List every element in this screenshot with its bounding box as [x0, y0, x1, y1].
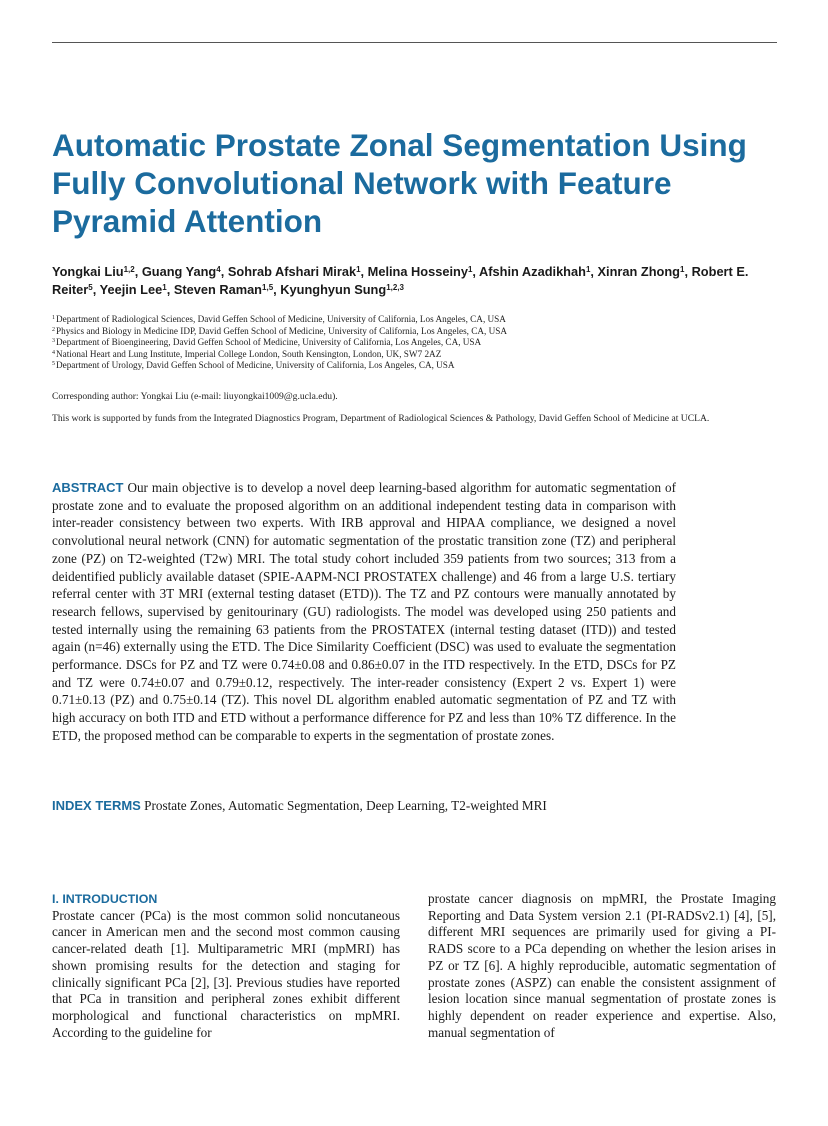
- affiliation-number: 4: [52, 349, 55, 356]
- author: [479, 264, 590, 279]
- affiliation-text: Department of Radiological Sciences, David Geffen School of Medicine, University of California, Los Angeles, CA, USA: [56, 314, 506, 324]
- author-affiliation-mark: 1: [162, 283, 167, 292]
- author-affiliation-mark: 4: [216, 265, 221, 274]
- author-list: Yongkai Liu$^{1,2}$, Guang Yang$^4$, Sohrab Afshari Mirak$^1$, Melina Hosseiny$^1$, Afshin Azadikhah$^1$, Xinran Zhong$^1$, Robert E. Reiter$^5$, Yeejin Lee$^1$, Steven Raman$^{1,5}$, Kyunghyun Sung$^{1,2,3}$: [52, 264, 749, 297]
- introduction-text-right: prostate cancer diagnosis on mpMRI, the Prostate Imaging Reporting and Data System version 2.1 (PI-RADSv2.1) [4], [5], different MRI sequences are primarily used for giving a PI-RADS score to a PCa depending on whether the lesion arises in PZ or TZ [6]. A highly reproducible, automatic segmentation of prostate zones (ASPZ) can enable the consistent assignment of lesion location since manual segmentation of prostate zones is highly dependent on reader experience and expertise. Also, manual segmentation of: [428, 891, 776, 1040]
- author-name: Yeejin Lee: [99, 282, 163, 297]
- affiliation-item: [52, 360, 777, 372]
- author-name: Robert E. Reiter: [52, 264, 749, 297]
- author-name: Steven Raman: [173, 282, 263, 297]
- index-terms-text: Prostate Zones, Automatic Segmentation, Deep Learning, T2-weighted MRI: [144, 798, 547, 813]
- corresponding-author: Corresponding author: Yongkai Liu (e-mail: liuyongkai1009@g.ucla.edu).: [52, 391, 338, 402]
- index-terms-heading: INDEX TERMS: [52, 798, 141, 813]
- author: [228, 264, 361, 279]
- affiliation-item: [52, 326, 777, 338]
- affiliation-number: 2: [52, 326, 55, 333]
- author-name: Xinran Zhong: [597, 264, 680, 279]
- affiliation-text: National Heart and Lung Institute, Imperial College London, South Kensington, London, UK, SW7 2AZ: [56, 348, 442, 359]
- author-name: Yongkai Liu: [52, 264, 124, 279]
- author: [598, 264, 685, 279]
- author-affiliation-mark: 1: [679, 265, 685, 274]
- affiliation-number: 5: [52, 361, 55, 368]
- author-affiliation-mark: 1,5: [262, 283, 274, 292]
- abstract: [52, 479, 676, 745]
- affiliation-text: Department of Bioengineering, David Geffen School of Medicine, University of California, Los Angeles, CA, USA: [56, 337, 482, 348]
- author-name: Sohrab Afshari Mirak: [227, 264, 357, 279]
- abstract-heading: ABSTRACT: [52, 480, 124, 495]
- funding-note: This work is supported by funds from the Integrated Diagnostics Program, Department of Radiological Sciences & Pathology, David Geffen School of Medicine at UCLA.: [52, 413, 710, 424]
- affiliation-text: Department of Urology, David Geffen School of Medicine, University of California, Los Angeles, CA, USA: [56, 360, 455, 371]
- author: [142, 264, 221, 279]
- author-affiliation-mark: 1,2: [123, 265, 135, 274]
- intro-column-left: [52, 891, 400, 1041]
- author: [280, 282, 404, 297]
- author-name: Melina Hosseiny: [367, 264, 468, 279]
- index-terms: [52, 797, 752, 815]
- author: [100, 282, 167, 297]
- author: [368, 264, 473, 279]
- author: [174, 282, 273, 297]
- affiliation-item: [52, 349, 777, 361]
- author-name: Afshin Azadikhah: [479, 264, 586, 279]
- author-affiliation-mark: 5: [88, 283, 93, 292]
- header-rule: [52, 42, 777, 43]
- abstract-text: Our main objective is to develop a novel deep learning-based algorithm for automatic segmentation of prostate zone and to evaluate the proposed algorithm on an additional independent testing data in comparison with inter-reader consistency between two experts. With IRB approval and HIPAA compliance, we designed a novel convolutional neural network (CNN) for automatic segmentation of the prostatic transition zone (TZ) and peripheral zone (PZ) on T2-weighted (T2w) MRI. The total study cohort included 359 patients from two sources; 313 from a deidentified publicly available dataset (SPIE-AAPM-NCI PROSTATEX challenge) and 46 from a large U.S. tertiary referral center with 3T MRI (external testing dataset (ETD)). The TZ and PZ contours were manually annotated by research fellows, supervised by genitourinary (GU) radiologists. The model was developed using 250 patients and tested internally using the remaining 63 patients from the PROSTATEX (internal testing dataset (ITD)) and tested again (n=46) externally using the ETD. The Dice Similarity Coefficient (DSC) was used to evaluate the segmentation performance. DSCs for PZ and TZ were 0.74±0.08 and 0.86±0.07 in the ITD respectively. In the ETD, DSCs for PZ and TZ were 0.74±0.07 and 0.79±0.12, respectively. The inter-reader consistency (Expert 2 vs. Expert 1) were 0.71±0.13 (PZ) and 0.75±0.14 (TZ). This novel DL algorithm enabled automatic segmentation of PZ and TZ with high accuracy on both ITD and ETD without a performance difference for PZ and less than 10% TZ difference. In the ETD, the proposed method can be comparable to experts in the segmentation of prostate zones.: [52, 480, 677, 743]
- author: [52, 264, 135, 279]
- paper-title: Automatic Prostate Zonal Segmentation Using Fully Convolutional Network with Feature Pyramid Attention: [52, 127, 747, 239]
- affiliation-item: [52, 337, 777, 349]
- affiliation-number: 3: [52, 338, 55, 345]
- introduction-text-left: Prostate cancer (PCa) is the most common solid noncutaneous cancer in American men and the second most common causing cancer-related death [1]. Multiparametric MRI (mpMRI) has shown promising results for the detection and staging for clinically significant PCa [2], [3]. Previous studies have reported that PCa in transition and peripheral zones exhibit different morphological and functional characteristics on mpMRI. According to the guideline for: [52, 907, 400, 1040]
- affiliation-list: [52, 314, 777, 372]
- author-name: Guang Yang: [141, 264, 217, 279]
- introduction-heading: I. INTRODUCTION: [52, 892, 158, 906]
- affiliation-number: 1: [52, 315, 55, 321]
- author-affiliation-mark: 1,2,3: [386, 283, 404, 292]
- author-affiliation-mark: 1: [356, 265, 361, 274]
- affiliation-text: Physics and Biology in Medicine IDP, David Geffen School of Medicine, University of California, Los Angeles, CA, USA: [56, 325, 507, 336]
- author-affiliation-mark: 1: [467, 265, 473, 274]
- author-affiliation-mark: 1: [585, 265, 591, 274]
- affiliation-item: [52, 314, 777, 326]
- author-name: Kyunghyun Sung: [280, 282, 387, 297]
- intro-column-right: [428, 891, 776, 1041]
